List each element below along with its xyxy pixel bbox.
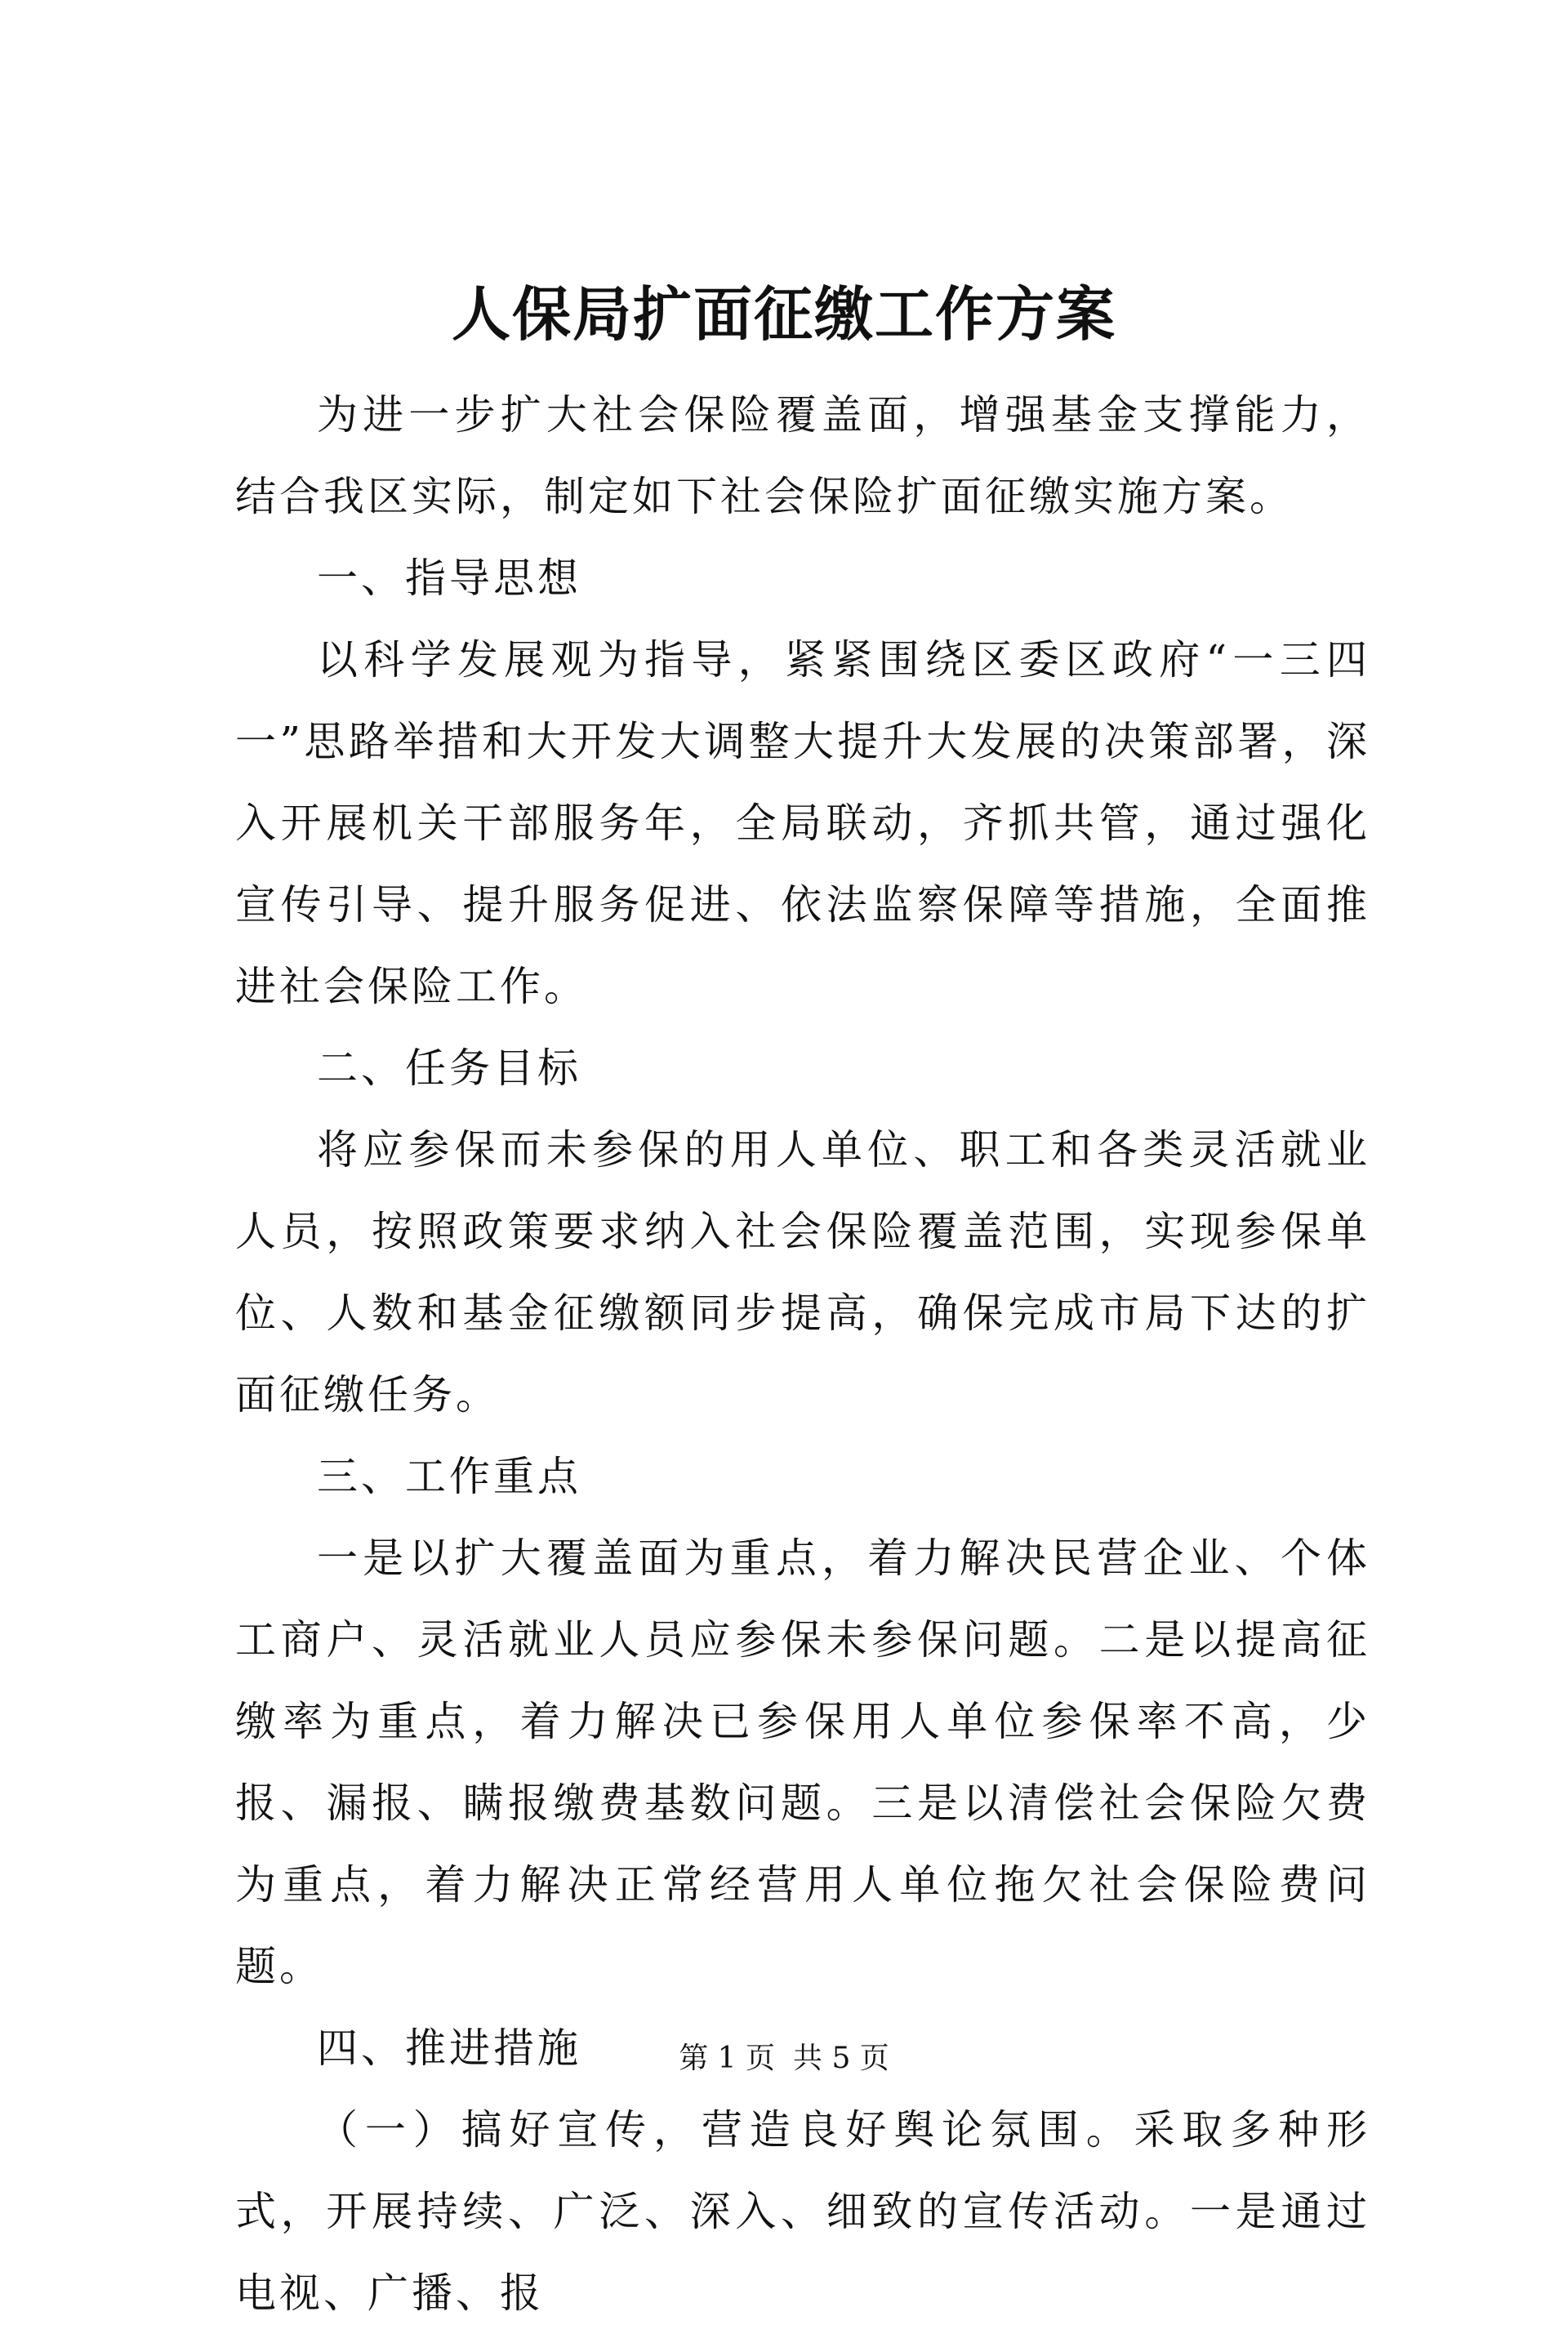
section-heading-task-goals: 二、任务目标 bbox=[317, 1045, 581, 1092]
work-focus-paragraph: 一是以扩大覆盖面为重点，着力解决民营企业、个体工商户、灵活就业人员应参保未参保问题。二是以提高征缴率为重点，着力解决已参保用人单位参保率不高，少报、漏报、瞒报缴费基数问题。三是以清偿社会保险欠费为重点，着力解决正常经营用人单位拖欠社会保险费问题。 bbox=[235, 1534, 1370, 1990]
measures-paragraph: （一）搞好宣传，营造良好舆论氛围。采取多种形式，开展持续、广泛、深入、细致的宣传活动。一是通过电视、广播、报 bbox=[235, 2106, 1370, 2317]
guiding-thought-paragraph: 以科学发展观为指导，紧紧围绕区委区政府“一三四一”思路举措和大开发大调整大提升大发展的决策部署，深入开展机关干部服务年，全局联动，齐抓共管，通过强化宣传引导、提升服务促进、依法监察保障等措施，全面推进社会保险工作。 bbox=[235, 636, 1370, 1010]
task-goals-paragraph: 将应参保而未参保的用人单位、职工和各类灵活就业人员，按照政策要求纳入社会保险覆盖范围，实现参保单位、人数和基金征缴额同步提高，确保完成市局下达的扩面征缴任务。 bbox=[235, 1126, 1370, 1419]
section-heading-work-focus: 三、工作重点 bbox=[317, 1453, 581, 1500]
page-number: 第 1 页 bbox=[679, 2042, 775, 2075]
intro-paragraph: 为进一步扩大社会保险覆盖面，增强基金支撑能力，结合我区实际，制定如下社会保险扩面征缴实施方案。 bbox=[235, 391, 1370, 520]
document-title: 人保局扩面征缴工作方案 bbox=[451, 279, 1116, 349]
section-heading-measures: 四、推进措施 bbox=[317, 2024, 581, 2072]
page-footer bbox=[0, 2038, 1568, 2079]
section-heading-guiding-thought: 一、指导思想 bbox=[317, 555, 581, 602]
page-total: 共 5 页 bbox=[793, 2042, 889, 2075]
